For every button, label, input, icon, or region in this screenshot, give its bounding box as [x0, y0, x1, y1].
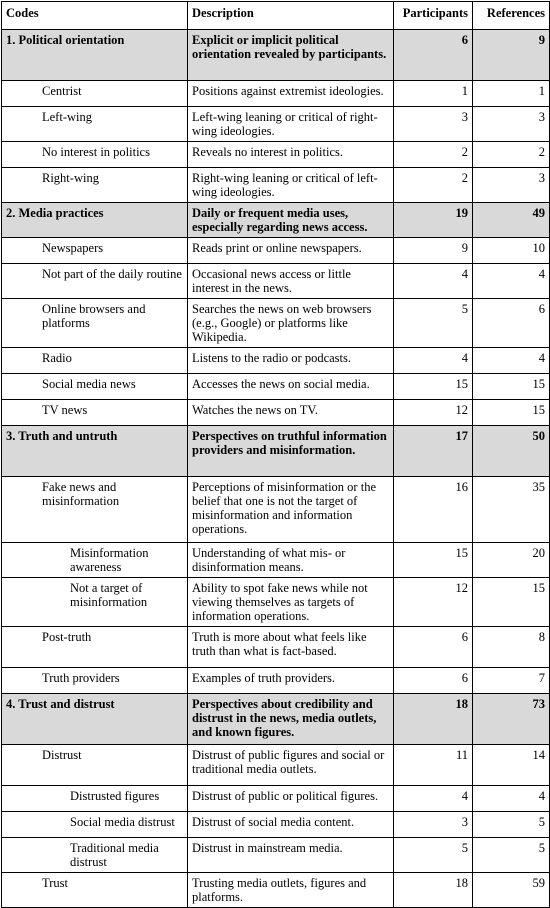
references-cell: 4: [473, 348, 550, 374]
table-row: [2, 348, 550, 374]
code-cell: Centrist: [2, 81, 188, 107]
references-cell: 7: [473, 668, 550, 694]
references-cell: 14: [473, 745, 550, 786]
participants-cell: 4: [394, 786, 473, 812]
code-cell: Misinformation awareness: [2, 543, 188, 578]
description-cell: Distrust of public or political figures.: [188, 786, 394, 812]
description-cell: Perspectives on truthful information providers and misinformation.: [188, 426, 394, 477]
description-cell: Examples of truth providers.: [188, 668, 394, 694]
references-cell: 6: [473, 299, 550, 348]
description-cell: Left-wing leaning or critical of right-wing ideologies.: [188, 107, 394, 142]
code-cell: Online browsers and platforms: [2, 299, 188, 348]
participants-cell: 6: [394, 668, 473, 694]
participants-cell: 9: [394, 238, 473, 264]
table-row: [2, 838, 550, 873]
description-cell: Distrust of social media content.: [188, 812, 394, 838]
participants-cell: 4: [394, 264, 473, 299]
references-cell: 8: [473, 627, 550, 668]
code-cell: Traditional media distrust: [2, 838, 188, 873]
description-cell: Reads print or online newspapers.: [188, 238, 394, 264]
participants-cell: 5: [394, 299, 473, 348]
code-cell: Distrust: [2, 745, 188, 786]
table-row: [2, 264, 550, 299]
table-row: [2, 400, 550, 426]
code-cell: Not part of the daily routine: [2, 264, 188, 299]
table-body: [2, 30, 550, 908]
table-row: [2, 142, 550, 168]
references-cell: 10: [473, 238, 550, 264]
category-row: [2, 426, 550, 477]
participants-cell: 18: [394, 694, 473, 745]
participants-cell: 2: [394, 168, 473, 203]
description-cell: Listens to the radio or podcasts.: [188, 348, 394, 374]
references-cell: 4: [473, 264, 550, 299]
description-cell: Ability to spot fake news while not viewing themselves as targets of information operations.: [188, 578, 394, 627]
description-cell: Understanding of what mis- or disinformation means.: [188, 543, 394, 578]
references-cell: 5: [473, 838, 550, 873]
code-cell: Truth providers: [2, 668, 188, 694]
references-cell: 15: [473, 374, 550, 400]
table-row: [2, 168, 550, 203]
header-description: Description: [188, 2, 394, 30]
table-row: [2, 627, 550, 668]
description-cell: Accesses the news on social media.: [188, 374, 394, 400]
participants-cell: 5: [394, 838, 473, 873]
description-cell: Watches the news on TV.: [188, 400, 394, 426]
participants-cell: 15: [394, 374, 473, 400]
code-cell: Social media news: [2, 374, 188, 400]
description-cell: Searches the news on web browsers (e.g., Google) or platforms like Wikipedia.: [188, 299, 394, 348]
description-cell: Distrust in mainstream media.: [188, 838, 394, 873]
code-cell: Right-wing: [2, 168, 188, 203]
participants-cell: 3: [394, 107, 473, 142]
references-cell: 1: [473, 81, 550, 107]
table-row: [2, 107, 550, 142]
category-row: [2, 203, 550, 238]
references-cell: 4: [473, 786, 550, 812]
references-cell: 3: [473, 168, 550, 203]
code-cell: Social media distrust: [2, 812, 188, 838]
participants-cell: 4: [394, 348, 473, 374]
participants-cell: 16: [394, 477, 473, 543]
references-cell: 3: [473, 107, 550, 142]
participants-cell: 17: [394, 426, 473, 477]
header-participants: Participants: [394, 2, 473, 30]
category-row: [2, 694, 550, 745]
participants-cell: 11: [394, 745, 473, 786]
table-row: [2, 543, 550, 578]
description-cell: Distrust of public figures and social or traditional media outlets.: [188, 745, 394, 786]
participants-cell: 19: [394, 203, 473, 238]
header-references: References: [473, 2, 550, 30]
code-cell: Fake news and misinformation: [2, 477, 188, 543]
table-row: [2, 81, 550, 107]
description-cell: Perceptions of misinformation or the belief that one is not the target of misinformation and information operations.: [188, 477, 394, 543]
participants-cell: 18: [394, 873, 473, 908]
codebook-table: [1, 1, 550, 908]
description-cell: Explicit or implicit political orientation revealed by participants.: [188, 30, 394, 81]
description-cell: Trusting media outlets, figures and platforms.: [188, 873, 394, 908]
references-cell: 59: [473, 873, 550, 908]
table-row: [2, 786, 550, 812]
table-row: [2, 873, 550, 908]
participants-cell: 6: [394, 30, 473, 81]
description-cell: Right-wing leaning or critical of left-wing ideologies.: [188, 168, 394, 203]
code-cell: 1. Political orientation: [2, 30, 188, 81]
table-row: [2, 668, 550, 694]
code-cell: Post-truth: [2, 627, 188, 668]
references-cell: 15: [473, 400, 550, 426]
code-cell: TV news: [2, 400, 188, 426]
description-cell: Perspectives about credibility and distrust in the news, media outlets, and known figures.: [188, 694, 394, 745]
description-cell: Occasional news access or little interest in the news.: [188, 264, 394, 299]
table-row: [2, 238, 550, 264]
references-cell: 35: [473, 477, 550, 543]
references-cell: 15: [473, 578, 550, 627]
participants-cell: 12: [394, 400, 473, 426]
participants-cell: 6: [394, 627, 473, 668]
description-cell: Positions against extremist ideologies.: [188, 81, 394, 107]
category-row: [2, 30, 550, 81]
references-cell: 5: [473, 812, 550, 838]
code-cell: 4. Trust and distrust: [2, 694, 188, 745]
references-cell: 50: [473, 426, 550, 477]
table-row: [2, 299, 550, 348]
description-cell: Reveals no interest in politics.: [188, 142, 394, 168]
participants-cell: 3: [394, 812, 473, 838]
code-cell: Not a target of misinformation: [2, 578, 188, 627]
participants-cell: 12: [394, 578, 473, 627]
code-cell: Radio: [2, 348, 188, 374]
table-row: [2, 745, 550, 786]
table-row: [2, 812, 550, 838]
references-cell: 9: [473, 30, 550, 81]
table-row: [2, 374, 550, 400]
code-cell: 3. Truth and untruth: [2, 426, 188, 477]
references-cell: 20: [473, 543, 550, 578]
table-row: [2, 578, 550, 627]
header-row: [2, 2, 550, 30]
references-cell: 73: [473, 694, 550, 745]
participants-cell: 2: [394, 142, 473, 168]
description-cell: Truth is more about what feels like truth than what is fact-based.: [188, 627, 394, 668]
code-cell: Newspapers: [2, 238, 188, 264]
description-cell: Daily or frequent media uses, especially regarding news access.: [188, 203, 394, 238]
participants-cell: 1: [394, 81, 473, 107]
code-cell: No interest in politics: [2, 142, 188, 168]
references-cell: 2: [473, 142, 550, 168]
code-cell: Left-wing: [2, 107, 188, 142]
code-cell: Distrusted figures: [2, 786, 188, 812]
references-cell: 49: [473, 203, 550, 238]
code-cell: 2. Media practices: [2, 203, 188, 238]
code-cell: Trust: [2, 873, 188, 908]
header-codes: Codes: [2, 2, 188, 30]
table-row: [2, 477, 550, 543]
participants-cell: 15: [394, 543, 473, 578]
